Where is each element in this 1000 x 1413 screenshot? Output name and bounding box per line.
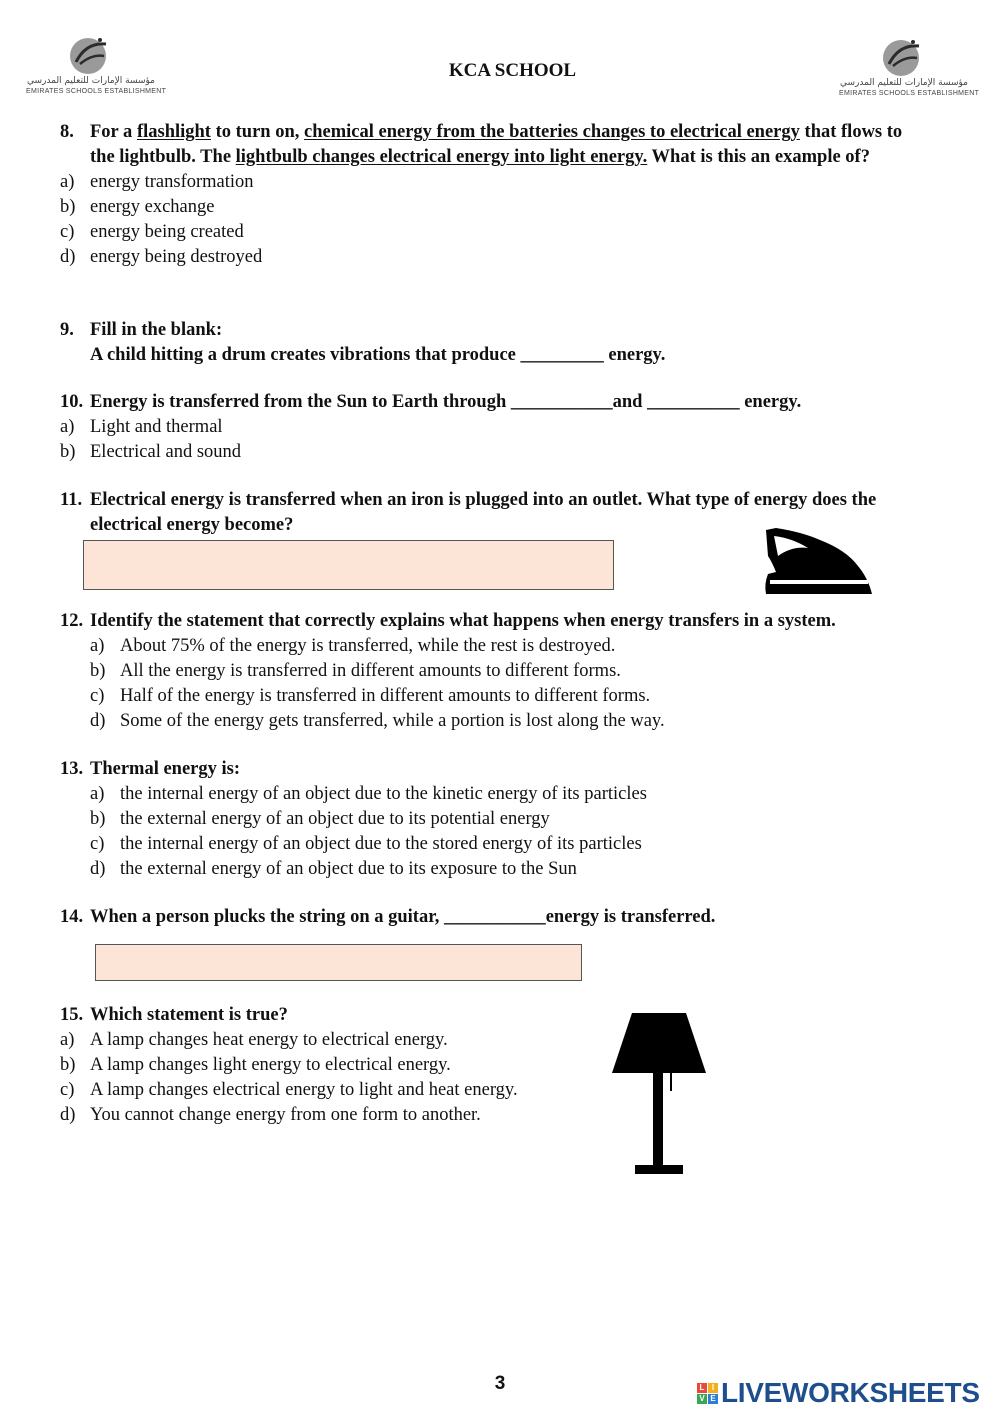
option-d[interactable]: d) You cannot change energy from one form to another. xyxy=(60,1105,481,1125)
option-c[interactable]: c) energy being created xyxy=(60,222,244,242)
page-number: 3 xyxy=(494,1373,506,1394)
school-title: KCA SCHOOL xyxy=(448,60,577,81)
question-number: 13. xyxy=(60,759,84,779)
question-number: 14. xyxy=(60,907,84,927)
question-8: 8. For a flashlight to turn on, chemical energy from the batteries changes to electrical energy that flows to the lightbulb. The lightbulb changes electrical energy into light energy. What is this an example of? a) energy transformation b) energy exchange c) energy being created d) energy being destroyed xyxy=(60,120,930,270)
question-number: 15. xyxy=(60,1005,84,1025)
option-c[interactable]: c) A lamp changes electrical energy to light and heat energy. xyxy=(60,1080,518,1100)
option-d[interactable]: d) energy being destroyed xyxy=(60,247,263,267)
question-9: 9. Fill in the blank: A child hitting a drum creates vibrations that produce _________ energy. xyxy=(60,320,666,365)
option-d[interactable]: d) Some of the energy gets transferred, while a portion is lost along the way. xyxy=(90,711,665,731)
option-b[interactable]: b) All the energy is transferred in different amounts to different forms. xyxy=(90,661,621,681)
option-b[interactable]: b) energy exchange xyxy=(60,197,215,217)
logo-right xyxy=(839,36,980,98)
brand-wordmark: LIVEWORKSHEETS xyxy=(721,1377,980,1408)
logo-english-text: EMIRATES SCHOOLS ESTABLISHMENT xyxy=(839,90,980,97)
underlined-term: flashlight xyxy=(136,122,211,142)
question-number: 9. xyxy=(60,320,74,340)
option-a[interactable]: a) A lamp changes heat energy to electrical energy. xyxy=(60,1030,448,1050)
option-b[interactable]: b) Electrical and sound xyxy=(60,442,242,462)
underlined-term: chemical energy from the batteries changes to electrical energy xyxy=(304,122,800,142)
question-14: 14. When a person plucks the string on a guitar, ___________energy is transferred. xyxy=(60,905,960,930)
option-a[interactable]: a) the internal energy of an object due to the kinetic energy of its particles xyxy=(90,784,647,804)
answer-input-q14[interactable] xyxy=(95,944,582,981)
question-number: 8. xyxy=(60,122,74,142)
logo-arabic-text: مؤسسة الإمارات للتعليم المدرسي xyxy=(27,76,155,86)
option-a[interactable]: a) energy transformation xyxy=(60,172,254,192)
option-a[interactable]: a) About 75% of the energy is transferred, while the rest is destroyed. xyxy=(90,636,616,656)
option-a[interactable]: a) Light and thermal xyxy=(60,417,223,437)
answer-input-q11[interactable] xyxy=(83,540,614,590)
option-b[interactable]: b) A lamp changes light energy to electrical energy. xyxy=(60,1055,451,1075)
question-number: 12. xyxy=(60,611,84,631)
underlined-term: lightbulb changes electrical energy into light energy. xyxy=(235,147,648,167)
option-b[interactable]: b) the external energy of an object due to its potential energy xyxy=(90,809,550,829)
option-c[interactable]: c) the internal energy of an object due to the stored energy of its particles xyxy=(90,834,642,854)
question-12: 12. Identify the statement that correctly explains what happens when energy transfers in a system. a) About 75% of the energy is transferred, while the rest is destroyed. b) All the energy is transferred in different amounts to different forms. c) Half of the energy is transferred in different amounts to different forms. d) Some of the energy gets transferred, while a portion is lost along the way. xyxy=(60,609,960,734)
question-15: 15. Which statement is true? a) A lamp changes heat energy to electrical energy. b) A lamp changes light energy to electrical energy. c) A lamp changes electrical energy to light and heat energy. d) You cannot change energy from one form to another. xyxy=(60,1003,590,1128)
question-number: 11. xyxy=(60,490,83,510)
question-13: 13. Thermal energy is: a) the internal energy of an object due to the kinetic energy of its particles b) the external energy of an object due to its potential energy c) the internal energy of an object due to the stored energy of its particles d) the external energy of an object due to its exposure to the Sun xyxy=(60,757,960,882)
question-10: 10. Energy is transferred from the Sun to Earth through ___________and __________ energy. a) Light and thermal b) Electrical and sound xyxy=(60,390,960,465)
logo-english-text: EMIRATES SCHOOLS ESTABLISHMENT xyxy=(26,88,167,95)
floor-lamp-icon xyxy=(610,1012,708,1176)
option-d[interactable]: d) the external energy of an object due to its exposure to the Sun xyxy=(90,859,577,879)
iron-icon xyxy=(762,526,874,596)
logo-arabic-text: مؤسسة الإمارات للتعليم المدرسي xyxy=(840,78,968,88)
option-c[interactable]: c) Half of the energy is transferred in different amounts to different forms. xyxy=(90,686,651,706)
question-number: 10. xyxy=(60,392,84,412)
brand-tiles-icon: L I V E xyxy=(697,1383,718,1404)
question-11: 11. Electrical energy is transferred when an iron is plugged into an outlet. What type of energy does the electrical energy become? xyxy=(60,490,877,535)
logo-emblem-icon xyxy=(879,36,929,78)
liveworksheets-logo xyxy=(697,1376,980,1410)
